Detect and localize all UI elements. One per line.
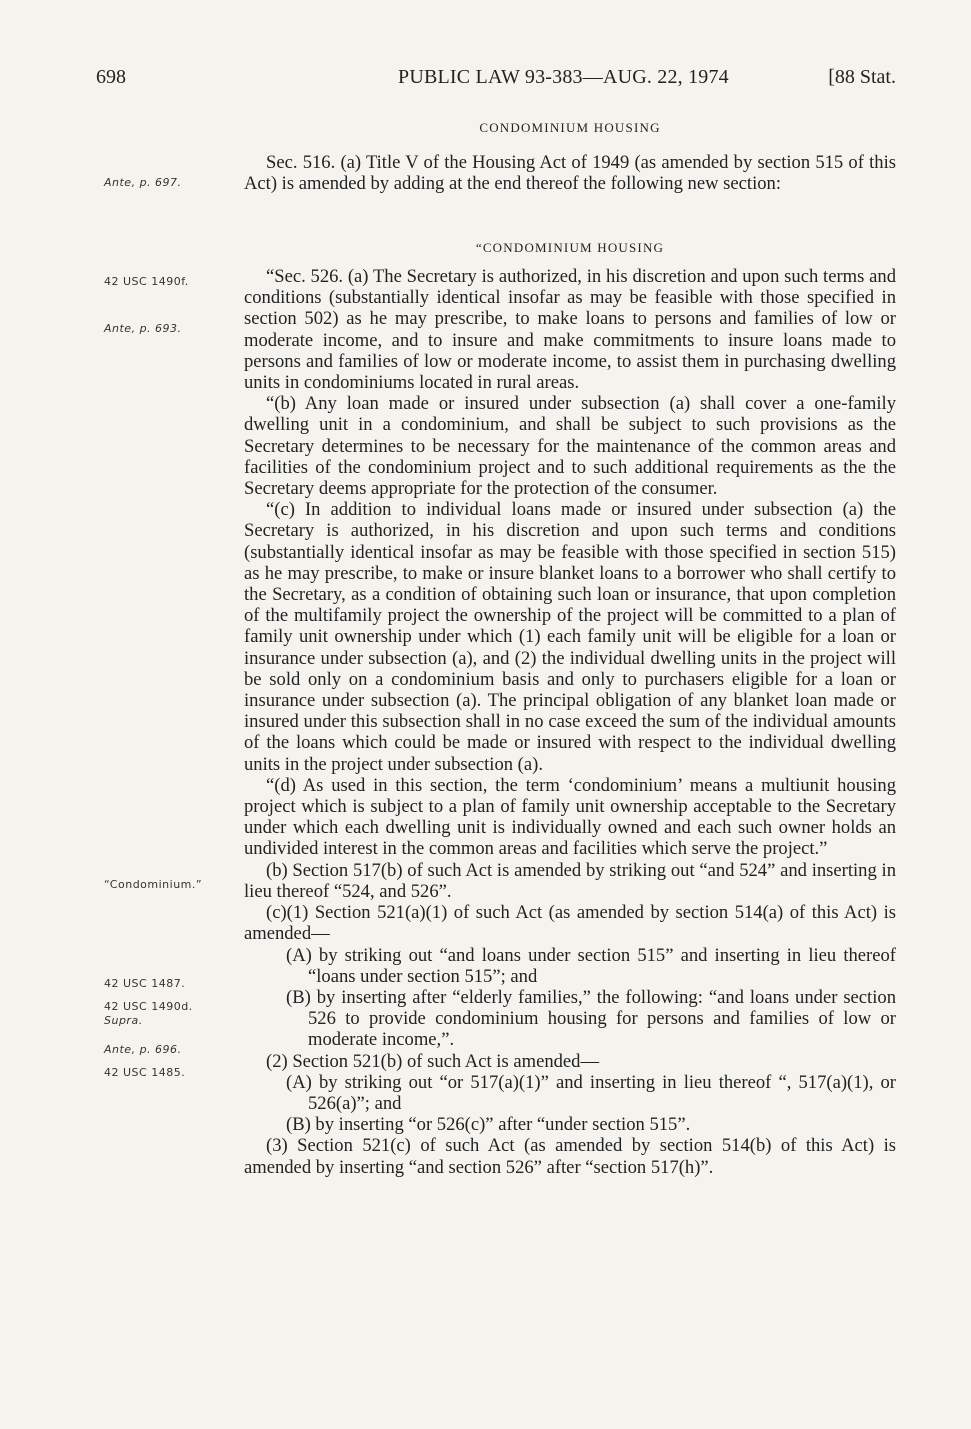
running-title: PUBLIC LAW 93-383—AUG. 22, 1974 [398, 66, 729, 88]
paragraph: Sec. 516. (a) Title V of the Housing Act of 1949 (as amended by section 515 of this Act) is amended by adding at the end thereof the following new section: [244, 152, 896, 195]
inserted-section-heading: “CONDOMINIUM HOUSING [475, 240, 665, 255]
page-number: 698 [96, 66, 126, 88]
margin-note: 42 USC 1485. [104, 1066, 186, 1079]
paragraph: (c)(1) Section 521(a)(1) of such Act (as amended by section 514(a) of this Act) is amended— [244, 902, 896, 945]
page-header [96, 66, 896, 96]
margin-note: 42 USC 1487. [104, 977, 186, 990]
main-text-block [244, 266, 896, 1178]
paragraph: “Sec. 526. (a) The Secretary is authorized, in his discretion and upon such terms and conditions (substantially identical insofar as may be feasible with those specified in section 502) as he may prescribe, to make loans to persons and families of low or moderate income, and to insure and make commitments to insure loans made to persons and families of low or moderate income, to assist them in purchasing dwelling units in condominiums located in rural areas. [244, 266, 896, 394]
statute-reference: [88 Stat. [828, 66, 896, 88]
margin-note: “Condominium.” [104, 878, 203, 891]
margin-note: Ante, p. 696. [104, 1043, 182, 1056]
paragraph: (3) Section 521(c) of such Act (as amended by section 514(b) of this Act) is amended by inserting “and section 526” after “section 517(h)”. [244, 1135, 896, 1178]
paragraph: “(b) Any loan made or insured under subsection (a) shall cover a one-family dwelling unit in a condominium, and shall be subject to such provisions as the Secretary determines to be necessary for the maintenance of the common areas and facilities of the condominium project and to such additional requirements as the the Secretary deems appropriate for the protection of the consumer. [244, 393, 896, 500]
paragraph: (A) by striking out “and loans under section 515” and inserting in lieu thereof “loans under section 515”; and [286, 944, 896, 987]
margin-note: 42 USC 1490d. [104, 1000, 193, 1013]
paragraph: (A) by striking out “or 517(a)(1)” and inserting in lieu thereof “, 517(a)(1), or 526(a)”; and [286, 1071, 896, 1114]
margin-note: Supra. [104, 1014, 143, 1027]
section-516-intro [244, 152, 896, 194]
paragraph: “(c) In addition to individual loans made or insured under subsection (a) the Secretary is authorized, in his discretion and upon such terms and conditions (substantially identical insofar as may be feasible with those specified in section 515) as he may prescribe, to make or insure blanket loans to a borrower who shall certify to the Secretary, as a condition of obtaining such loan or insurance, that upon completion of the multifamily project the ownership of the project will be committed to a plan of family unit ownership under which (1) each family unit will be eligible for a loan or insurance under subsection (a), and (2) the individual dwelling units in the project will be sold only on a condominium basis and only to purchasers eligible for a loan or insurance under subsection (a). The principal obligation of any blanket loan made or insured under this subsection shall in no case exceed the sum of the individual amounts of the loans which could be made or insured with respect to the individual dwelling units in the project under subsection (a). [244, 499, 896, 775]
margin-note: Ante, p. 697. [104, 176, 182, 189]
paragraph: (2) Section 521(b) of such Act is amended— [266, 1050, 600, 1072]
margin-note: 42 USC 1490f. [104, 275, 189, 288]
paragraph: (B) by inserting after “elderly families,” the following: “and loans under section 526 to provide condominium housing for persons and families of low or moderate income,”. [286, 986, 896, 1051]
paragraph: (B) by inserting “or 526(c)” after “under section 515”. [286, 1114, 691, 1136]
paragraph: “(d) As used in this section, the term ‘condominium’ means a multiunit housing project which is subject to a plan of family unit ownership acceptable to the Secretary under which each dwelling unit is individually owned and each such owner holds an undivided interest in the common areas and facilities which serve the project.” [244, 774, 896, 860]
paragraph: (b) Section 517(b) of such Act is amended by striking out “and 524” and inserting in lieu thereof “524, and 526”. [244, 859, 896, 902]
margin-note: Ante, p. 693. [104, 322, 182, 335]
section-heading: CONDOMINIUM HOUSING [479, 120, 661, 135]
